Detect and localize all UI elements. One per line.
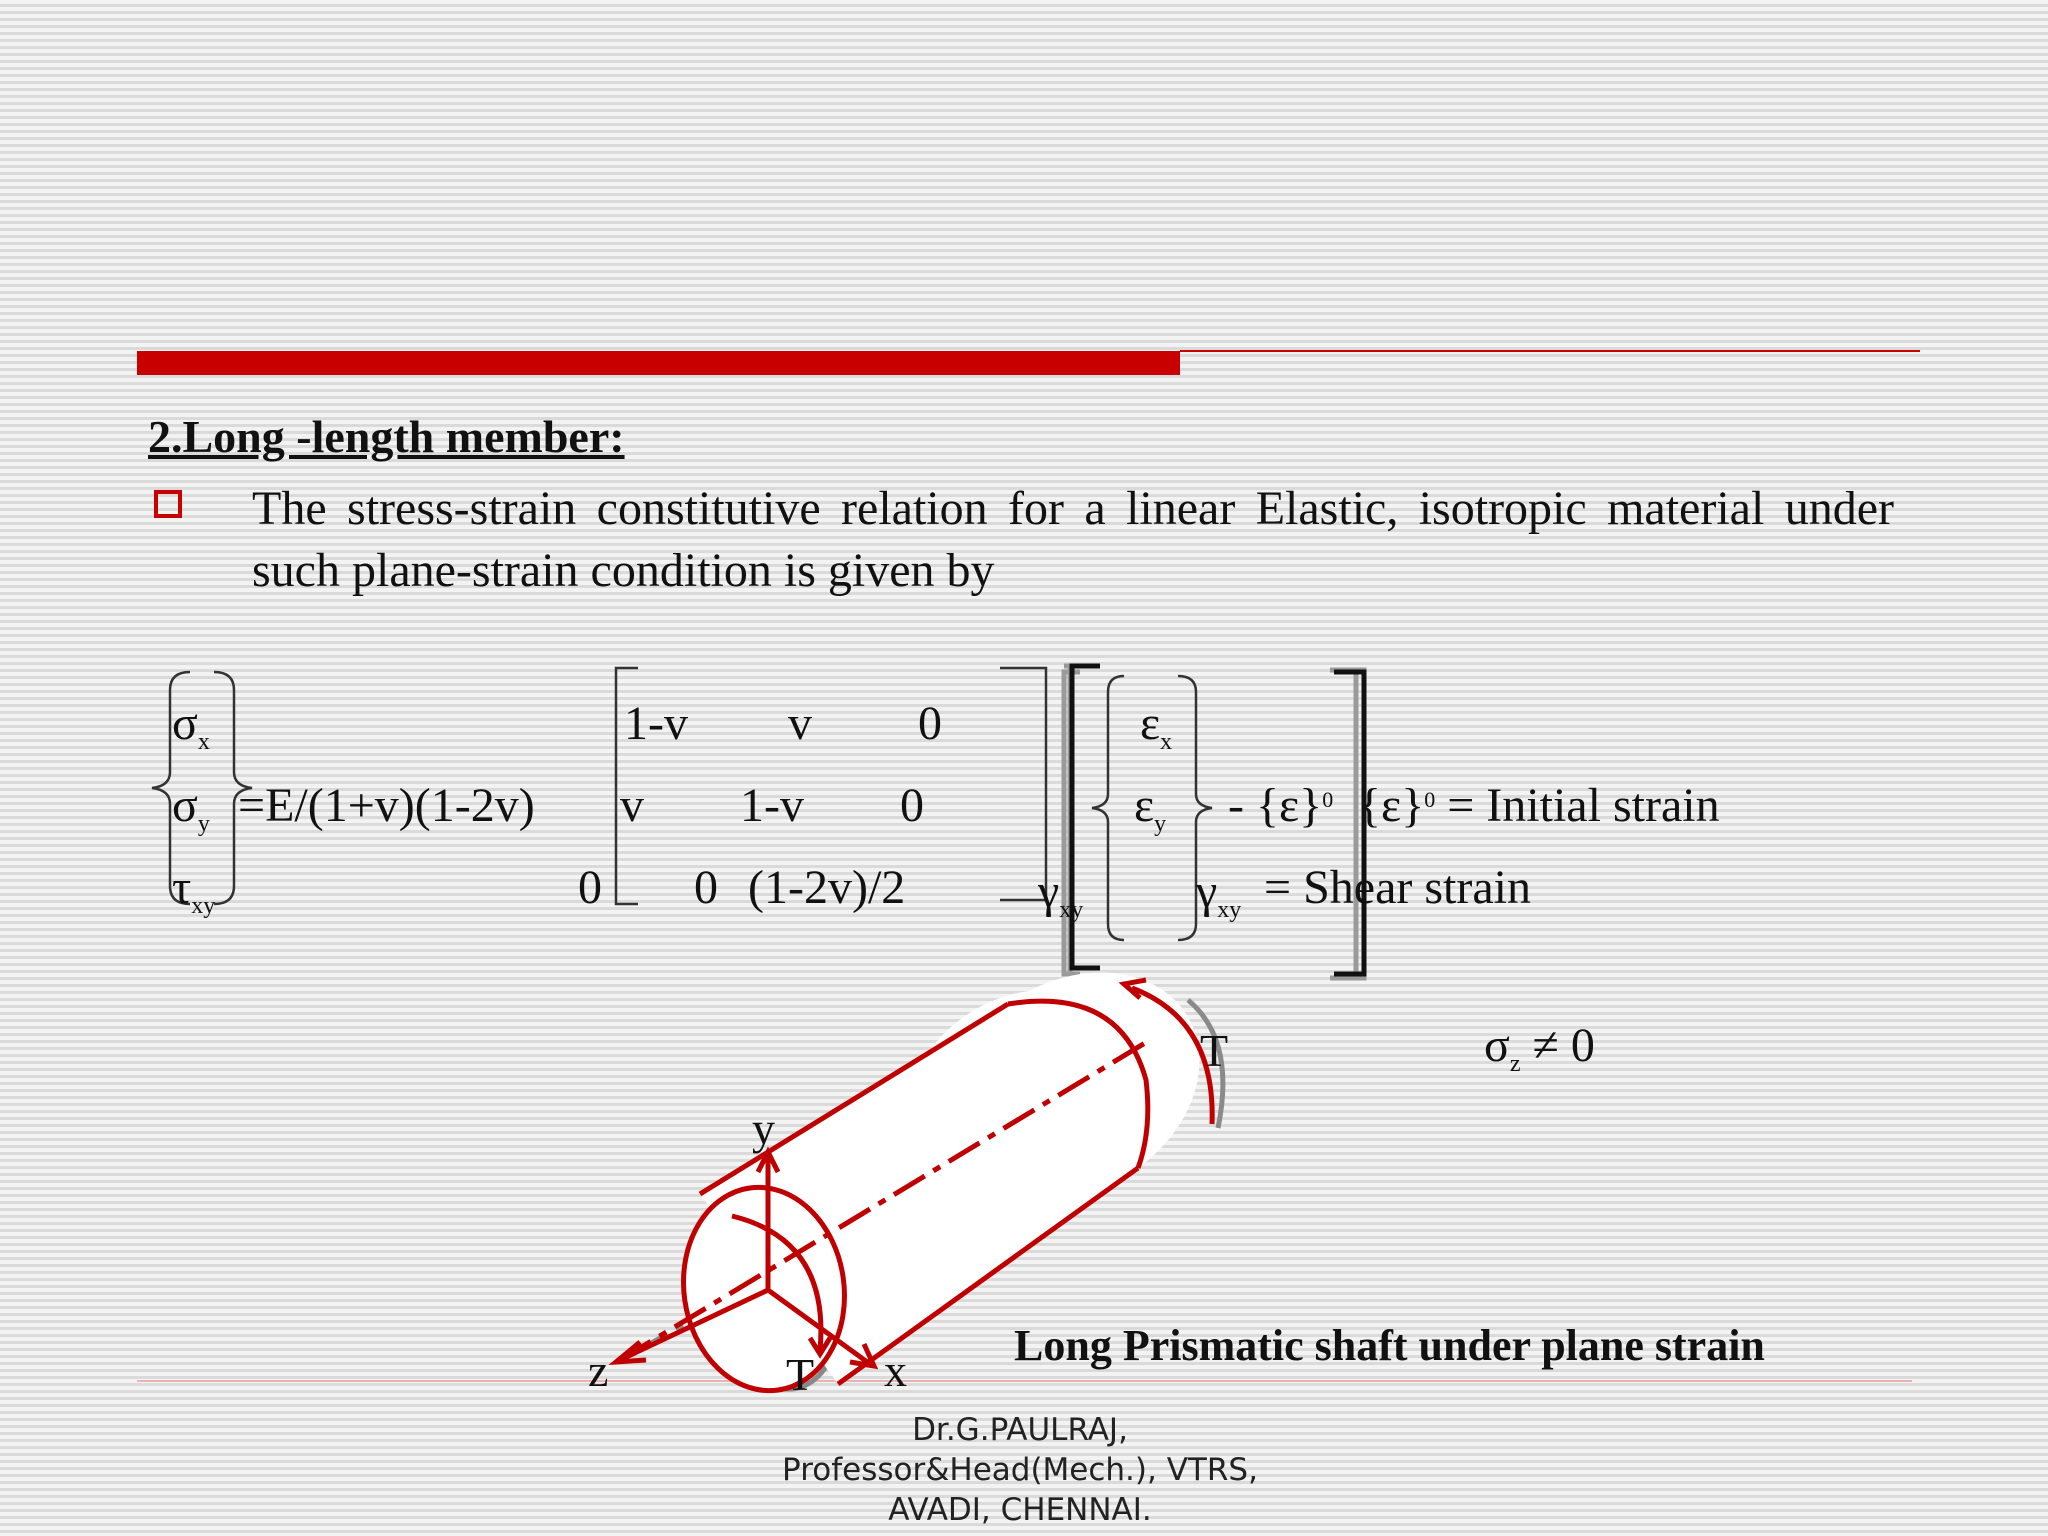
axis-label-z: z xyxy=(588,1345,609,1396)
author-line-3: AVADI, CHENNAI. xyxy=(888,1492,1152,1528)
gamma-xy-left: $\gamma_{xy}$ xyxy=(1038,865,1084,923)
minus-initial-strain: - $\{\varepsilon\}^0$ xyxy=(1228,779,1334,832)
matrix-r3c3: (1-2v)/2 xyxy=(748,861,906,914)
matrix-r2c1: v xyxy=(620,779,644,832)
author-line-1: Dr.G.PAULRAJ, xyxy=(912,1412,1128,1448)
axis-label-y: y xyxy=(752,1103,775,1154)
author-credit xyxy=(720,1410,1320,1530)
matrix-r3c2: 0 xyxy=(694,861,718,914)
strain-epsilon-y: $\varepsilon_y$ xyxy=(1134,779,1167,837)
initial-strain-note: $\{\varepsilon\}^0$ = Initial strain xyxy=(1358,779,1720,832)
stress-sigma-x: $\sigma_x$ xyxy=(172,697,210,755)
strain-epsilon-x: $\varepsilon_x$ xyxy=(1140,697,1173,755)
matrix-r1c1: 1-v xyxy=(624,697,688,750)
section-heading: 2.Long -length member: xyxy=(148,411,625,462)
stress-tau-xy: $\tau_{xy}$ xyxy=(172,861,216,919)
figure-caption: Long Prismatic shaft under plane strain xyxy=(1014,1321,1765,1370)
torque-label-bottom: T xyxy=(786,1349,815,1400)
strain-gamma-xy: $\gamma_{xy}$ xyxy=(1196,865,1242,923)
matrix-r1c2: v xyxy=(788,697,812,750)
torque-label-right: T xyxy=(1200,1025,1229,1076)
matrix-r3c1: 0 xyxy=(578,861,602,914)
material-coefficient: =E/(1+v)(1-2v) xyxy=(238,779,535,832)
bullet-paragraph: The stress-strain constitutive relation for a linear Elastic, isotropic material under such plane-strain condition is given by xyxy=(252,482,1894,597)
author-line-2: Professor&Head(Mech.), VTRS, xyxy=(782,1452,1258,1488)
stress-sigma-y: $\sigma_y$ xyxy=(172,779,210,837)
sigma-z-note: $\sigma_z \ne 0$ xyxy=(1484,1019,1595,1077)
matrix-r1c3: 0 xyxy=(918,697,942,750)
matrix-r2c2: 1-v xyxy=(740,779,804,832)
shear-strain-note: = Shear strain xyxy=(1264,861,1531,914)
matrix-r2c3: 0 xyxy=(900,779,924,832)
axis-label-x: x xyxy=(884,1345,907,1396)
